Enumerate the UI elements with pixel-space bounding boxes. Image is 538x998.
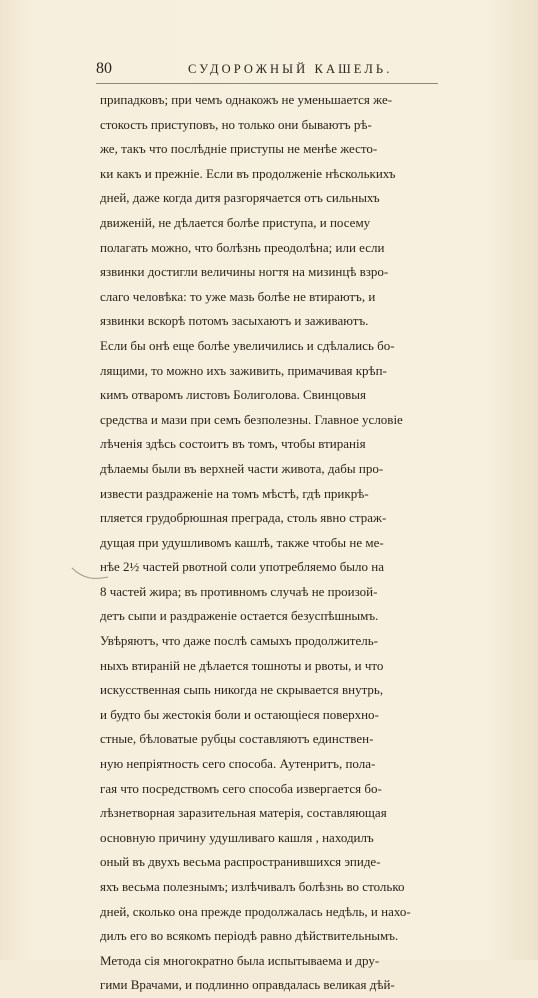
text-line: слаго человѣка: то уже мазь болѣе не втираютъ, и (100, 288, 376, 304)
text-line: стокость приступовъ, но только они бываютъ рѣ- (100, 116, 372, 132)
text-line: дней, сколько она прежде продолжалась недѣль, и нахо- (100, 903, 411, 919)
text-line: язвинки вскорѣ потомъ засыхаютъ и заживаютъ. (100, 313, 369, 329)
text-line: детъ сыпи и раздраженіе остается безуспѣшнымъ. (100, 608, 379, 624)
text-line: ныхъ втираній не дѣлается тошноты и рвоты, и что (100, 657, 384, 673)
text-line: извести раздраженіе на томъ мѣстѣ, гдѣ прикрѣ- (100, 485, 369, 501)
text-line: дней, даже когда дитя разгорячается отъ сильныхъ (100, 190, 380, 206)
header-rule (96, 83, 438, 84)
text-line: 8 частей жира; въ противномъ случаѣ не произой- (100, 583, 378, 599)
text-line: полагать можно, что болѣзнь преодолѣна; или если (100, 239, 385, 255)
text-line: нѣе 2½ частей рвотной соли употребляемо было на (100, 559, 385, 575)
text-line: кимъ отваромъ листовъ Болиголова. Свинцовыя (100, 387, 367, 403)
text-line: язвинки достигли величины ногтя на мизинцѣ взро- (100, 264, 389, 280)
text-line: лящими, то можно ихъ заживить, примачивая крѣп- (100, 362, 387, 378)
text-line: ки какъ и прежніе. Если въ продолженіе нѣсколькихъ (100, 165, 396, 181)
text-line: лѣченія здѣсь состоитъ въ томъ, чтобы втиранія (100, 436, 366, 452)
text-line: и будто бы жестокія боли и остающіеся поверхно- (100, 706, 379, 722)
text-line: дѣлаемы были въ верхней части живота, дабы про- (100, 460, 384, 476)
body-text (100, 88, 520, 998)
text-line: яхъ весьма полезнымъ; излѣчивалъ болѣзнь во столько (100, 879, 405, 894)
running-head: СУДОРОЖНЫЙ КАШЕЛЬ. (188, 62, 393, 76)
text-line: движеній, не дѣлается болѣе приступа, и посему (100, 214, 371, 230)
text-line: Метода сія многократно была испытываема и дру- (100, 952, 380, 968)
text-line: лѣзнетворная заразительная матерія, составляющая (100, 805, 387, 821)
text-line: дилъ его во всякомъ періодѣ равно дѣйствительнымъ. (100, 928, 399, 944)
text-line: Если бы онѣ еще болѣе увеличились и сдѣлались бо- (100, 337, 395, 353)
text-line: основную причину удушливаго кашля , находилъ (100, 829, 374, 845)
text-line: искусственная сыпь никогда не скрывается внутрь, (100, 682, 384, 698)
page-number: 80 (96, 60, 112, 77)
text-line: же, такъ что послѣдніе приступы не менѣе жесто- (100, 141, 378, 157)
text-line: ную непріятность сего способа. Аутенритъ, пола- (100, 756, 376, 772)
text-line: пляется грудобрюшная преграда, столь явно страж- (100, 510, 387, 526)
text-line: оный въ двухъ весьма распространившихся эпиде- (100, 854, 381, 870)
text-line: Увѣряютъ, что даже послѣ самыхъ продолжитель- (100, 633, 379, 649)
text-line: стные, бѣловатые рубцы составляютъ единствен- (100, 731, 374, 747)
text-line: гими Врачами, и подлинно оправдалась великая дѣй- (100, 977, 395, 993)
text-line: дущая при удушливомъ кашлѣ, также чтобы не ме- (100, 534, 384, 550)
text-line: средства и мази при семъ безполезны. Главное условіе (100, 411, 403, 427)
text-line: припадковъ; при чемъ однакожъ не уменьшается же- (100, 92, 393, 107)
text-line: гая что посредствомъ сего способа извергается бо- (100, 780, 382, 796)
